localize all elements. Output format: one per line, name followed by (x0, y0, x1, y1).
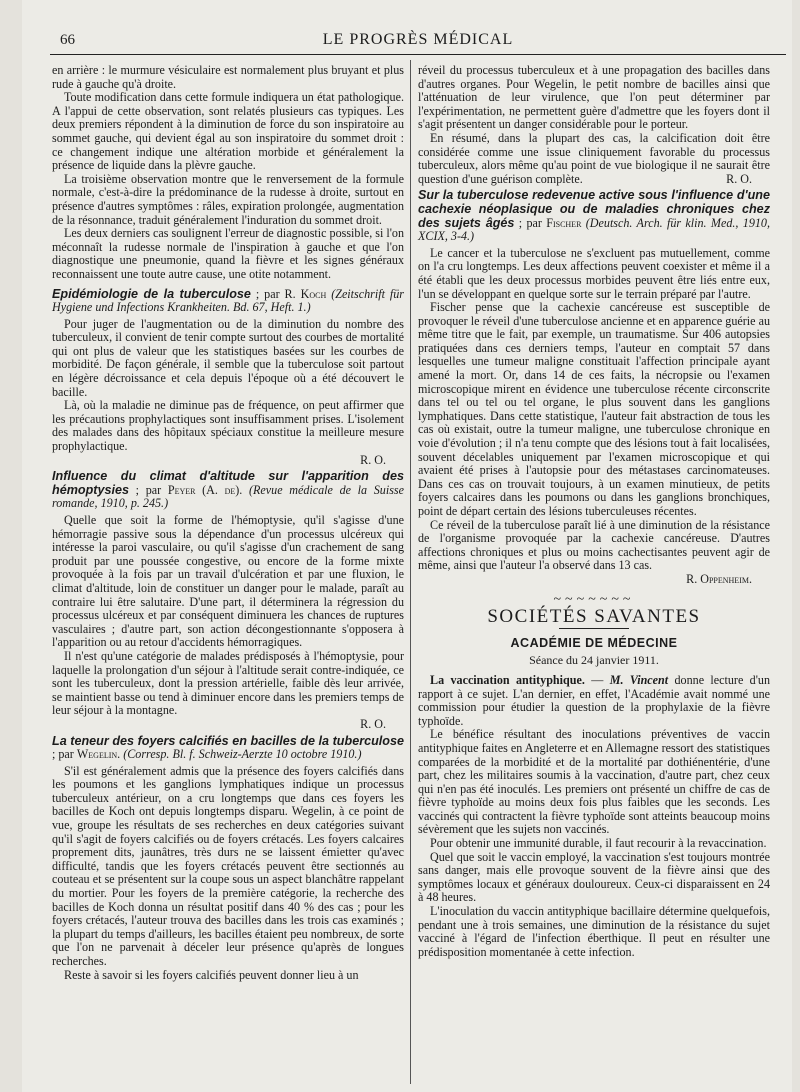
article-by: ; par (129, 482, 168, 497)
section-rule (559, 628, 629, 629)
signature: R. O. (726, 171, 752, 186)
paragraph: Reste à savoir si les foyers calcifiés peuvent donner lieu à un (64, 967, 359, 982)
paragraph (418, 132, 770, 186)
article-author: Wegelin. (76, 747, 121, 762)
society-title: ACADÉMIE DE MÉDECINE (510, 635, 678, 650)
signature: R. Oppenheim. (686, 571, 752, 586)
article-by: ; par (514, 215, 547, 230)
right-column (418, 64, 770, 959)
article-author: Fischer (546, 215, 582, 230)
article-heading (52, 288, 404, 315)
paragraph: La troisième observation montre que le renversement de la formule normale, c'est-à-dire la prédominance de la rudesse à droite, surtout en présence d'autres symptômes : râles, expiration prolongée, augmentation de la résonnance, traduit généralement l'induration du sommet droit. (52, 171, 404, 227)
paragraph-text: En résumé, dans la plupart des cas, la calcification doit être considérée comme une issue cliniquement favorable du processus tuberculeux, alors même qu'au point de vue biologique il ne saurait être question d'une guérison complète. (418, 130, 770, 186)
paragraph: Toute modification dans cette formule indiquera un état pathologique. A l'appui de cette observation, sont relatés plusieurs cas typiques. Les deux premiers répondent à la diminution de force du son inspiratoire au sommet gauche, qui devient égal au son inspiratoire du sommet droit : ce changement indique une altération morbide et généralement la présence de liquide dans la plèvre gauche. (52, 90, 404, 173)
article-source: (Zeitschrift für Hygiene und Infections Krankheiten. Bd. 67, Heft. 1.) (52, 286, 404, 315)
section-title: SOCIÉTÉS SAVANTES (487, 606, 701, 628)
article-title: Sur la tuberculose redevenue active sous l'influence d'une cachexie néoplasique ou de maladies chroniques chez des sujets âgés (418, 188, 770, 230)
running-title: LE PROGRÈS MÉDICAL (322, 31, 514, 48)
paragraph: Pour obtenir une immunité durable, il faut recourir à la revaccination. (430, 836, 767, 851)
article-source-date: 10 octobre 1910.) (275, 747, 362, 762)
article-source: (Revue médicale de la Suisse romande, 1910, p. 245.) (52, 482, 404, 511)
paragraph (418, 674, 770, 728)
article-by: ; par (52, 747, 77, 762)
article-heading (52, 470, 404, 511)
article-author: Peyer (A. de). (167, 482, 243, 497)
paragraph: Pour juger de l'augmentation ou de la diminution du nombre des tuberculeux, il convient de tenir compte surtout des courbes de mortalité qui ont plus de valeur que les statistiques basées sur les courbes de morbidité. De façon générale, il semble que la tuberculose soit partout en légère décroissance et cela depuis l'époque où a été découvert le bacille. (52, 316, 404, 399)
left-column (52, 64, 404, 982)
paragraph: L'inoculation du vaccin antityphique bacillaire détermine quelquefois, pendant une à trois semaines, une diminution de la résistance du sujet vacciné à l'égard de l'infection éberthique. Il peut en résulter une prédisposition momentanée à cette infection. (418, 904, 770, 959)
session-date: Séance du 24 janvier 1911. (529, 653, 659, 668)
paragraph: Les deux derniers cas soulignent l'erreur de diagnostic possible, si l'on méconnaît la rudesse normale de l'inspiration à gauche et que l'on diagnostique une pneumonie, quand la fièvre et les signes généraux reconnaissent une toute autre cause, une otite notamment. (52, 226, 404, 281)
paragraph: Le bénéfice résultant des inoculations préventives de vaccin antityphique faites en Angleterre et en Allemagne ressort des statistiques comparées de la morbidité et de la mortalité par dothiénentérie, d'une part, chez les militaires soumis à la vaccination, d'autre part, chez ceux qui n'en pas été inoculés. Les premiers ont présenté un chiffre de cas de fièvre typhoïde au moins deux fois plus faibles que les seconds. Les vaccinés qui contractent la fièvre typhoïde sont atteints beaucoup moins sévèrement que les sujets non vaccinés. (418, 727, 770, 837)
article-author: Koch (300, 286, 327, 301)
paragraph: Quelle que soit la forme de l'hémoptysie, qu'il s'agisse d'une hémorragie passive sous la dépendance d'un processus ulcéreux qui intéresse la paroi vasculaire, ou qu'il s'agisse d'un crachement de sang produit par une poussée congestive, ou encore de la forme mixte provoquée à la fois par un travail d'ulcération et par une fluxion, le climat d'altitude, loin de constituer un danger pour le malade, paraît au contraire lui être salutaire. D'une part, il déterminera la régression du processus ulcéreux et par conséquent diminuera les chances de ruptures vasculaires ; d'autre part, son action décongestionnante s'opposera à l'apparition ou au retour d'accidents hémorragiques. (52, 513, 404, 650)
article-heading (52, 735, 404, 762)
paragraph: Là, où la maladie ne diminue pas de fréquence, on peut affirmer que les précautions prophylactiques sont insuffisamment prises. L'isolement des malades dans des hôpitaux spéciaux constitue la meilleure mesure prophylactique. (52, 398, 404, 454)
signature: R. O. (360, 452, 386, 467)
article-source: (Deutsch. Arch. für klin. Med., 1910, XCIX, 3-4.) (418, 215, 770, 244)
page-number: 66 (60, 32, 75, 48)
article-title: Epidémiologie de la tuberculose (52, 286, 251, 301)
paragraph: réveil du processus tuberculeux et à une propagation des bacilles dans d'autres organes. Pour Wegelin, le petit nombre de bacilles ainsi que l'atténuation de leur virulence, que l'on peut déterminer par l'expérimentation, ne permettent guère d'admettre que les foyers dont il s'agit présentent un danger considérable pour le porteur. (418, 63, 770, 132)
column-divider (410, 60, 411, 1084)
speaker: M. Vincent (609, 672, 669, 687)
signature: R. O. (360, 716, 386, 731)
topic-dash: — (584, 672, 610, 687)
article-title: La teneur des foyers calcifiés en bacilles de la tuberculose (52, 733, 404, 748)
paragraph: S'il est généralement admis que la présence des foyers calcifiés dans les poumons et les ganglions lymphatiques indique un processus tuberculeux antérieur, on a cru longtemps que dans ces foyers les bacilles de Koch ont depuis longtemps disparu. Wegelin, à ce point de vue, groupe les résultats de ses recherches en deux catégories suivant qu'il s'agit de foyers calcifiés ou de foyers crétacés. Les foyers calcaires proprement dits, jaunâtres, très durs ne se laissent émietter qu'avec difficulté, tandis que les foyers crétacés peuvent être sectionnés au couteau et se présentent sur la coupe sous un aspect blanchâtre rappelant du mortier. Pour les foyers de la première catégorie, la recherche des bacilles de Koch donna un résultat positif dans 40 % des cas ; pour les foyers crétacés, l'auteur trouva des bacilles dans les trois cas examinés ; la plupart du temps d'ailleurs, les bacilles étaient peu nombreux, de sorte que l'on ne parvenait à déceler leur présence qu'après de longues recherches. (52, 763, 404, 968)
paragraph: Le cancer et la tuberculose ne s'excluent pas mutuellement, comme on l'a cru longtemps. Les deux affections peuvent coexister et même il a été établi que les deux processus morbides peuvent être liés entre eux, l'un se développant en quelque sorte sur le terrain préparé par l'autre. (418, 245, 770, 301)
paragraph: Quel que soit le vaccin employé, la vaccination s'est toujours montrée sans danger, mais elle provoque souvent de la fièvre ainsi que des symptômes locaux et généraux douloureux. Ceux-ci disparaissent en 24 à 48 heures. (418, 849, 770, 905)
paragraph: Ce réveil de la tuberculose paraît lié à une diminution de la résistance de l'organisme provoquée par la cachexie cancéreuse. D'autres affections chroniques et plus ou moins cachectisantes peuvent agir de même, ainsi que l'auteur l'a observé dans 13 cas. (418, 517, 770, 573)
article-heading (418, 189, 770, 243)
journal-page (22, 0, 792, 1092)
section-ornament: ~~~~~~~ (553, 591, 635, 607)
paragraph: en arrière : le murmure vésiculaire est normalement plus bruyant et plus rude à gauche qu'à droite. (52, 63, 404, 91)
topic-title: La vaccination antityphique. (430, 672, 585, 687)
paragraph: Fischer pense que la cachexie cancéreuse est susceptible de provoquer le réveil d'une tuberculose ancienne et en apparence guérie au même titre que le fait, par exemple, un traumatisme. Sur 406 autopsies pratiquées dans ces derniers temps, l'auteur en comptait 57 dans lesquelles une tumeur maligne constituait l'affection principale ayant amené la mort. Or, dans 14 de ces faits, la nécropsie ou l'examen microscopique mirent en évidence une tuberculose récente circonscrite dans tel ou tel ou tel organe, le plus souvent dans les ganglions lymphatiques. Dans cette statistique, l'auteur fait abstraction de tous les cas où existait, outre la tumeur maligne, une tuberculose chronique en voie d'évolution ; il n'a tenu compte que des lésions tout à fait localisées, souvent décelables uniquement par l'examen microscopique et qui avaient été prises à l'autopsie pour des métastases carcinomateuses. Dans ces cas on trouvait toujours, à un examen minutieux, de petits foyers calcaires dans les poumons ou dans les ganglions bronchiques, point de départ certain des lésions tuberculeuses récentes. (418, 300, 770, 518)
article-source: (Corresp. Bl. f. Schweiz-Aerzte (120, 747, 273, 762)
header-rule (50, 54, 786, 55)
paragraph: Il n'est qu'une catégorie de malades prédisposés à l'hémoptysie, pour laquelle la prolongation d'un séjour à l'altitude serait contre-indiquée, ce sont les tuberculeux, dont la pression artérielle, faible dès leur arrivée, se maintient basse ou tend à diminuer encore dans les premiers temps de leur séjour à la montagne. (52, 648, 404, 718)
article-title: Influence du climat d'altitude sur l'apparition des hémoptysies (52, 469, 404, 497)
page-header (50, 28, 786, 50)
article-by: ; par R. (250, 286, 301, 301)
paragraph-text: donne lecture d'un rapport à ce sujet. L'an dernier, en effet, l'Académie avait nommé une commission pour étudier la question de la prophylaxie de la fièvre typhoïde. (418, 672, 771, 728)
